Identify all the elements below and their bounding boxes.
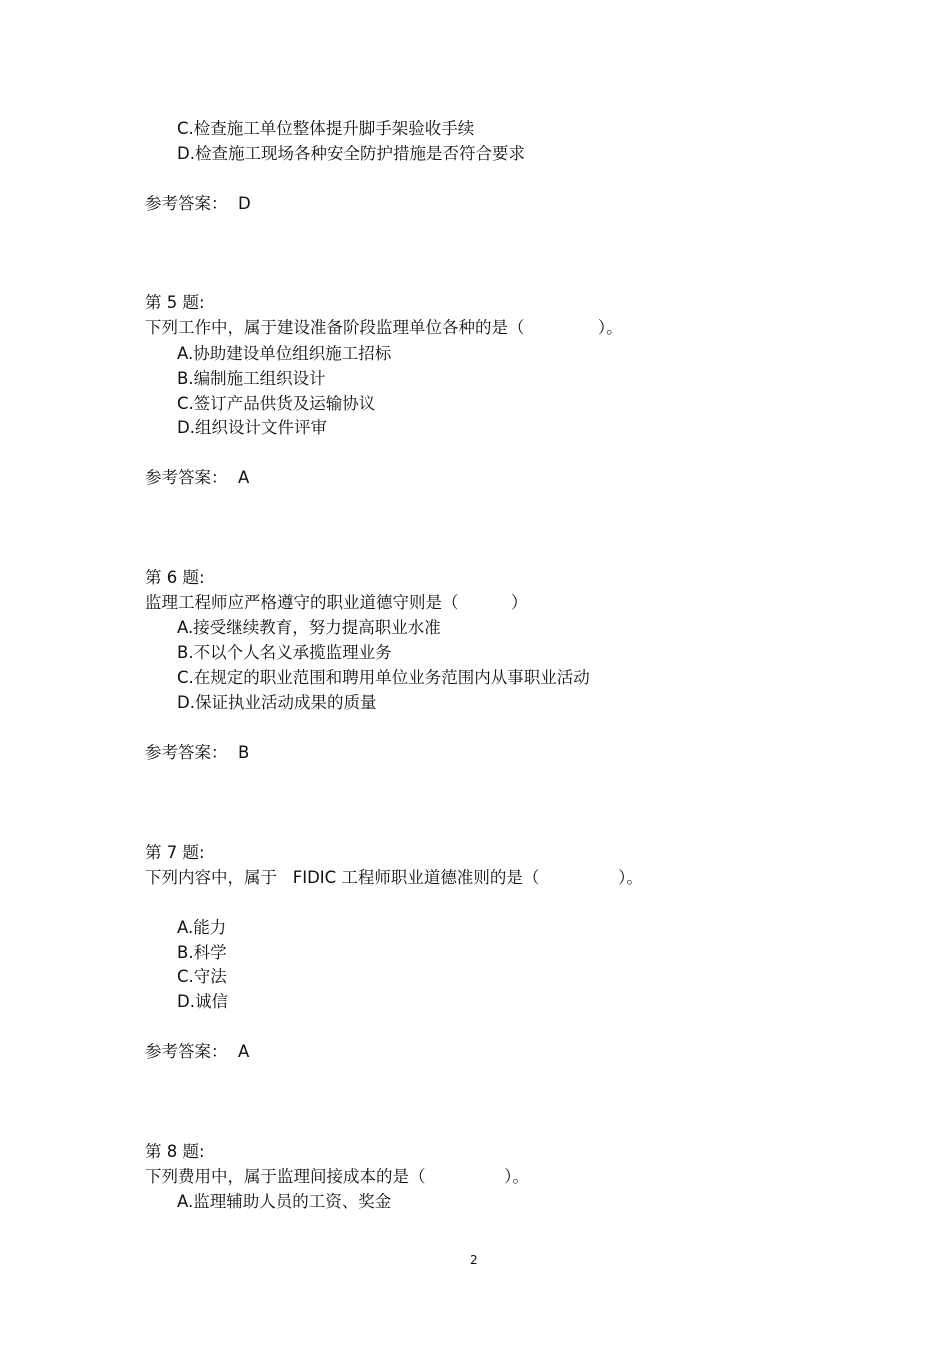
option-a-q5: A.协助建设单位组织施工招标 <box>177 344 392 363</box>
option-b-q6: B.不以个人名义承揽监理业务 <box>177 643 392 662</box>
option-a-q7: A.能力 <box>177 918 227 937</box>
question-7-text: 下列内容中，属于 FIDIC 工程师职业道德准则的是（ ）。 <box>145 868 643 887</box>
option-d-q5: D.组织设计文件评审 <box>177 418 327 437</box>
option-a-q8: A.监理辅助人员的工资、奖金 <box>177 1192 392 1211</box>
option-d-q7: D.诚信 <box>177 992 228 1011</box>
option-d-q4: D.检查施工现场各种安全防护措施是否符合要求 <box>177 144 525 163</box>
question-6-text: 监理工程师应严格遵守的职业道德守则是（ ） <box>145 593 528 612</box>
question-5-text: 下列工作中，属于建设准备阶段监理单位各种的是（ ）。 <box>145 318 623 337</box>
option-d-q6: D.保证执业活动成果的质量 <box>177 693 377 712</box>
answer-q5: 参考答案： A <box>145 468 250 487</box>
option-b-q5: B.编制施工组织设计 <box>177 369 326 388</box>
answer-q4: 参考答案： D <box>145 194 251 213</box>
option-c-q4: C.检查施工单位整体提升脚手架验收手续 <box>177 119 475 138</box>
question-8-text: 下列费用中，属于监理间接成本的是（ ）。 <box>145 1167 529 1186</box>
option-c-q5: C.签订产品供货及运输协议 <box>177 394 376 413</box>
question-6-title: 第 6 题: <box>145 568 205 587</box>
answer-q6: 参考答案： B <box>145 743 250 762</box>
option-c-q6: C.在规定的职业范围和聘用单位业务范围内从事职业活动 <box>177 668 590 687</box>
question-5-title: 第 5 题: <box>145 293 205 312</box>
answer-q7: 参考答案： A <box>145 1042 250 1061</box>
option-b-q7: B.科学 <box>177 943 227 962</box>
question-7-title: 第 7 题: <box>145 843 205 862</box>
option-a-q6: A.接受继续教育，努力提高职业水准 <box>177 618 441 637</box>
question-8-title: 第 8 题: <box>145 1142 205 1161</box>
option-c-q7: C.守法 <box>177 967 227 986</box>
page-number: 2 <box>470 1253 478 1267</box>
